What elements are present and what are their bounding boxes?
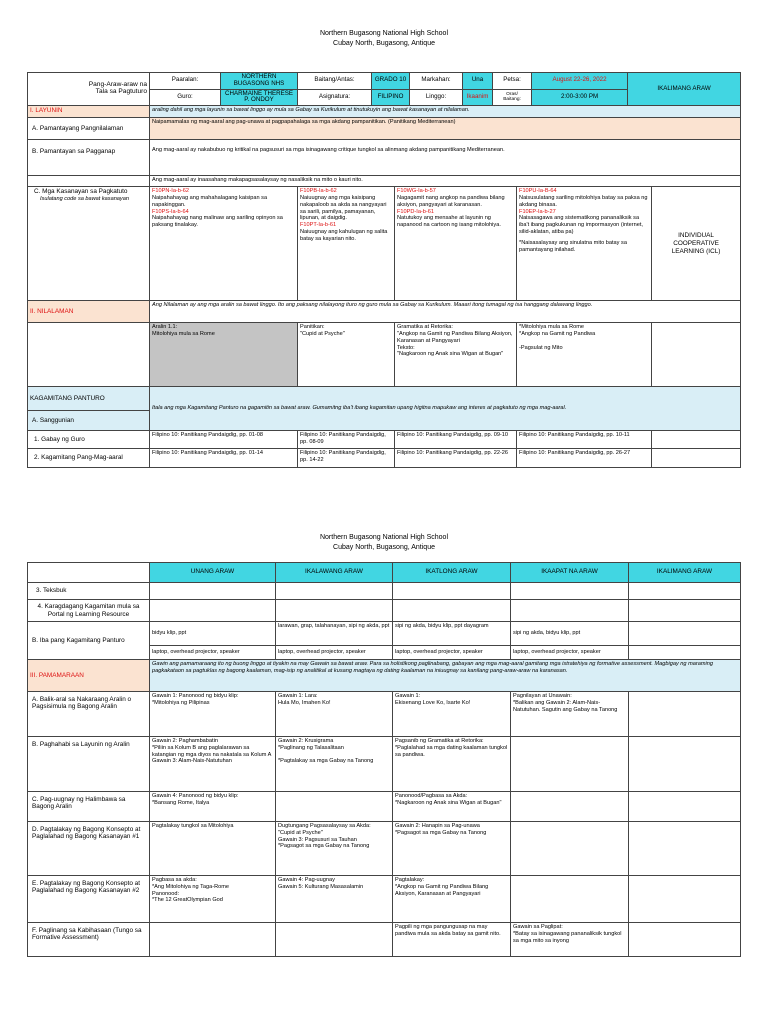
empty-cell [276, 583, 393, 600]
kasanayan-label: C. Mga Kasanayan sa Pagkatuto [34, 188, 128, 196]
k1-code2: F10PS-Ia-b-64 [152, 208, 189, 215]
dll-title: Pang-Araw-araw na Tala sa Pagtuturo [28, 73, 150, 106]
empty-cell [511, 792, 629, 822]
k3-text2: Natutukoy ang mensahe at layunin ng napanood na cartoon ng isang mitolohiya. [397, 215, 501, 229]
row-e-label: E. Pagtalakay ng Bagong Konsepto at Paglalahad ng Bagong Kasanayan #2 [28, 876, 150, 923]
row-c-label: C. Pag-uugnay ng Halimbawa sa Bagong Aralin [28, 792, 150, 822]
empty-cell [28, 563, 150, 583]
layunin-text: araling dahil ang mga layunin sa bawat linggo ay mula sa Gabay sa Kurikulum at tinutukuyin ang bawat kasanayan at nilalaman. [150, 106, 741, 118]
k2-code1: F10PB-Ia-b-62 [300, 188, 337, 195]
row-d-day3: Gawain 2: Hanapin sa Pag-unawa *Pagsagot sa mga Gabay na Tanong [393, 822, 511, 876]
empty-cell [511, 876, 629, 923]
guro-value: CHARMAINE THERESE P. ONDOY [221, 89, 298, 106]
day5-header: IKALIMANG ARAW [628, 73, 741, 106]
empty-cell [629, 622, 741, 646]
empty-cell [629, 583, 741, 600]
k1-text2: Naipahahayag nang malinaw ang sariling opinyon sa paksang tinalakay. [152, 215, 283, 229]
row-e-day3: Pagtalakay: *Angkop na Gamit ng Pandiwa Bilang Aksiyon, Karanasan at Pangyayari [393, 876, 511, 923]
empty-cell [276, 600, 393, 622]
empty-cell [511, 583, 629, 600]
row-d-day2: Dugtungang Pagsasalaysay sa Akda: "Cupid at Psyche" Gawain 3: Pagsusuri sa Tauhan *Pagsagot sa mga Gabay na Tanong [276, 822, 393, 876]
school-address: Cubay North, Bugasong, Antique [333, 544, 435, 551]
k4-text1: Naisusulatang sariling mitolohiya batay sa paksa ng akdang binasa. [519, 194, 648, 208]
iba2-day3: laptop, overhead projector, speaker [393, 646, 511, 660]
iba2-day2: laptop, overhead projector, speaker [276, 646, 393, 660]
k3-code2: F10PD-Ia-b-61 [397, 208, 434, 215]
pamamaraan-label: III. PAMAMARAAN [28, 660, 150, 692]
nilalaman-day2: Panitikan: "Cupid at Psyche" [298, 323, 395, 387]
empty-cell [150, 923, 276, 957]
iba2-day1: laptop, overhead projector, speaker [150, 646, 276, 660]
row-f-day4: Gawain sa Paglipat: *Batay sa isinagawang pananaliksik tungkol sa mga mito sa inyong [511, 923, 629, 957]
empty-cell [150, 583, 276, 600]
empty-cell [511, 822, 629, 876]
row-a-day4: Pagnilayan at Unawain: *Balikan ang Gawain 2: Alam-Nais-Natutuhan. Sagutin ang Gabay na Tanong [511, 692, 629, 737]
kasanayan-sub: Isulatang code sa bawat kasanayan [40, 195, 129, 202]
empty-cell [276, 923, 393, 957]
k1-code1: F10PN-Ia-b-62 [152, 188, 189, 195]
day-header-5: IKALIMANG ARAW [629, 563, 741, 583]
k4-text3: *Naisasalaysay ang sinulatna mito batay sa pamantayang inilahad. [519, 239, 627, 253]
empty-cell [629, 822, 741, 876]
markahan-label: Markahan: [410, 73, 463, 90]
iba2-day4: laptop, overhead projector, speaker [511, 646, 629, 660]
empty-cell [28, 323, 150, 387]
empty-cell [393, 600, 511, 622]
gabay-day3: Filipino 10: Panitikang Pandaigdig, pp. 09-10 [395, 431, 517, 449]
day-header-3: IKATLONG ARAW [393, 563, 511, 583]
dll-table-page1 [27, 72, 741, 468]
kagamitan-label: KAGAMITANG PANTURO [28, 387, 150, 411]
empty-cell [652, 449, 741, 468]
nilalaman-day3: Gramatika at Retorika: "Angkop na Gamit ng Pandiwa Bilang Aksiyon, Karanasan at Pangyayari Teksto: "Nagkaroon ng Anak sina Wigan at Bugan" [395, 323, 517, 387]
kagamitan-text: Itala ang mga Kagamitang Panturo na gagamitin sa bawat araw. Gumamitng iba't ibang kagamitan upang higitna mapukaw ang interes at pagkatuto ng mga mag-aaral. [150, 387, 741, 431]
row-d-label: D. Pagtalakay ng Bagong Konsepto at Paglalahad ng Bagong Kasanayan #1 [28, 822, 150, 876]
kasanayan-day1 [150, 187, 298, 301]
school-header-2 [0, 533, 768, 553]
row-a-day2: Gawain 1: Lara: Hula Mo, Imahen Ko! [276, 692, 393, 737]
kmag-day1: Filipino 10: Panitikang Pandaigdig, pp. 01-14 [150, 449, 298, 468]
gabay-day2: Filipino 10: Panitikang Pandaigdig, pp. 08-09 [298, 431, 395, 449]
iba1-day1: bidyu klip, ppt [150, 622, 276, 646]
empty-cell [28, 176, 150, 187]
iba1-day3: sipi ng akda, bidyu klip, ppt dayagram [393, 622, 511, 646]
empty-cell [393, 583, 511, 600]
kmag-label: 2. Kagamitang Pang-Mag-aaral [28, 449, 150, 468]
k2-text1: Naiuugnay ang mga kaisipang nakapaloob sa akda sa nangyayari sa sarili, pamilya, pamayanan, lipunan, at daigdig. [300, 194, 387, 222]
linggo-value: Ikaanim [463, 89, 493, 106]
iba1-day2: larawan, grap, talahanayan, sipi ng akda, ppt [276, 622, 393, 646]
row-a-label: A. Balik-aral sa Nakaraang Aralin o Pagsisimula ng Bagong Aralin [28, 692, 150, 737]
layunin-label: I. LAYUNIN [28, 106, 150, 118]
empty-cell [629, 600, 741, 622]
iba1-day4: sipi ng akda, bidyu klip, ppt [511, 622, 629, 646]
empty-cell [629, 923, 741, 957]
nilalaman-text: Ang Nilalaman ay ang mga aralin sa bawat linggo. Ito ang paksang nilalayong ituro ng guro mula sa Gabay sa Kurikulum. Maaari itong tumagal ng isa hanggang dalawang linggo. [150, 301, 741, 323]
pamamaraan-text: Gawin ang pamamaraang ito ng buong linggo at tiyakin na may Gawain sa bawat araw. Para sa holistikong paglinabang, gabayan ang mga mag-aaral gamitang mga istratehiya ng formative assessment. Magbigay ng maraming pagkakataon sa pagtuklas ng bagong kaalaman, mag-isip ng analitikal at kusang magtaya ng dating kaalaman na iniuugnay sa kanilang pang-araw-araw na karanasan. [150, 660, 741, 692]
school-name: Northern Bugasong National High School [319, 534, 449, 541]
kasanayan-day2 [298, 187, 395, 301]
nilalaman-day1: Aralin 1.1: Mitolohiya mula sa Rome [150, 323, 298, 387]
linggo-label: Linggo: [410, 89, 463, 106]
paaralan-label: Paaralan: [150, 73, 221, 90]
pamantayan-label: A. Pamantayang Pangnilalaman [28, 118, 150, 140]
karagdagang-label: 4. Karagdagang Kagamitan mula sa Portal ng Learning Resource [28, 600, 150, 622]
pagganap-text: Ang mag-aaral ay nakabubuo ng kritikal na pagsusuri sa mga isinagawang critique tungkol sa alinmang akdang pampanitikang Mediterranean. [152, 147, 505, 154]
baitang-value: GRADO 10 [372, 73, 410, 90]
petsa-label: Petsa: [493, 73, 532, 90]
row-d-day1: Pagtalakay tungkol sa Mitolohiya [150, 822, 276, 876]
empty-cell [652, 431, 741, 449]
row-c-day3: Panonood/Pagbasa sa Akda: *Nagkaroon ng Anak sina Wigan at Bugan" [393, 792, 511, 822]
empty-cell [629, 792, 741, 822]
teksbuk-label: 3. Teksbuk [28, 583, 150, 600]
k4-code2: F10EP-Ia-b-27 [519, 208, 556, 215]
k2-text2: Naiuugnay ang kahulugan ng salita batay sa kayarian nito. [300, 228, 388, 242]
row-a-day3: Gawain 1: Ekisenang Love Ko, Isarte Ko! [393, 692, 511, 737]
row-f-label: F. Paglinang sa Kabihasaan (Tungo sa Formative Assessment) [28, 923, 150, 957]
empty-cell [629, 692, 741, 737]
day-header-1: UNANG ARAW [150, 563, 276, 583]
empty-cell [629, 737, 741, 792]
row-b-label: B. Paghahabi sa Layunin ng Aralin [28, 737, 150, 792]
asignatura-value: FILIPINO [372, 89, 410, 106]
icl-label: INDIVIDUAL COOPERATIVE LEARNING (ICL) [652, 187, 741, 301]
oras-label: Oras/ Baitang: [493, 89, 532, 106]
iba-label: B. Iba pang Kagamitang Panturo [28, 622, 150, 660]
sanggunian-label: A. Sanggunian [28, 411, 150, 431]
row-e-day1: Pagbasa sa akda: *Ang Mitolohiya ng Taga-Rome Panonood: *The 12 GreatOlympian God [150, 876, 276, 923]
k3-code1: F10WG-Ia-b-57 [397, 188, 436, 195]
empty-cell [276, 792, 393, 822]
row-a-day1: Gawain 1: Panonood ng bidyu klip: *Mitolohiya ng Pilipinas [150, 692, 276, 737]
school-name: Northern Bugasong National High School [319, 30, 449, 37]
day-header-2: IKALAWANG ARAW [276, 563, 393, 583]
row-b-day1: Gawain 2: Paghambabatin *Piliin sa Kolum B ang paglalarawan sa katangian ng mga diyos na nakatala sa Kolum A Gawain 3: Alam-Nais-Natutuhan [150, 737, 276, 792]
kmag-day2: Filipino 10: Panitikang Pandaigdig, pp. 14-22 [298, 449, 395, 468]
empty-cell [629, 646, 741, 660]
pagganap-label: B. Pamantayan sa Pagganap [28, 140, 150, 176]
dll-table-page2 [27, 562, 741, 957]
gabay-day4: Filipino 10: Panitikang Pandaigdig, pp. 10-11 [517, 431, 652, 449]
row-c-day1: Gawain 4: Panonood ng bidyu klip: *Bansang Rome, Italya [150, 792, 276, 822]
row-f-day3: Pagpili ng mga pangungusap na may pandiwa mula sa akda batay sa gamit nito. [393, 923, 511, 957]
row-e-day2: Gawain 4: Pag-uugnay Gawain 5: Kulturang Masasalamin [276, 876, 393, 923]
gabay-day1: Filipino 10: Panitikang Pandaigdig, pp. 01-08 [150, 431, 298, 449]
baitang-label: Baitang/Antas: [298, 73, 372, 90]
paaralan-value: NORTHERN BUGASONG NHS [221, 73, 298, 90]
nilalaman-label: II. NILALAMAN [28, 301, 150, 323]
k1-text1: Naipahahayag ang mahahalagang kaisipan sa napakinggan. [152, 194, 268, 208]
k4-code1: F10PU-Ia-B-64 [519, 188, 557, 195]
gabay-label: 1. Gabay ng Guro [28, 431, 150, 449]
kmag-day3: Filipino 10: Panitikang Pandaigdig, pp. 22-26 [395, 449, 517, 468]
guro-label: Guro: [150, 89, 221, 106]
day-header-4: IKAAPAT NA ARAW [511, 563, 629, 583]
pamantayan-text: Naipamamalas ng mag-aaral ang pag-unawa at pagpapahalaga sa mga akdang pampanitikan. (Panitikang Mediterranean) [150, 118, 741, 140]
school-address: Cubay North, Bugasong, Antique [333, 40, 435, 47]
kasanayan-day4 [517, 187, 652, 301]
oras-value: 2:00-3:00 PM [532, 89, 628, 106]
k4-text2: Naisasagawa ang sistematikong pananaliksik sa iba't ibang pagkukunan ng impormasyon (internet, silid-aklatan, atiba pa) [519, 215, 643, 235]
asignatura-label: Asignatura: [298, 89, 372, 106]
pagganap-cell [150, 140, 741, 176]
empty-cell [629, 876, 741, 923]
markahan-value: Una [463, 73, 493, 90]
empty-cell [511, 600, 629, 622]
empty-cell [652, 323, 741, 387]
row-b-day2: Gawain 2: Krusigrama *Paglinang ng Talasalitaan *Pagtalakay sa mga Gabay na Tanong [276, 737, 393, 792]
petsa-value: August 22-26, 2022 [532, 73, 628, 90]
k2-code2: F10PT-Ia-b-61 [300, 222, 337, 229]
kasanayan-cell [28, 187, 150, 301]
row-b-day3: Pagsanib ng Gramatika at Retorika: *Paglalahad sa mga dating kaalaman tungkol sa pandiwa. [393, 737, 511, 792]
kasanayan-day3 [395, 187, 517, 301]
empty-cell [150, 600, 276, 622]
nilalaman-day4: *Mitolohiya mula sa Rome *Angkop na Gamit ng Pandiwa -Pagsulat ng Mito [517, 323, 652, 387]
kmag-day4: Filipino 10: Panitikang Pandaigdig, pp. 26-27 [517, 449, 652, 468]
pagganap-text2: Ang mag-aaral ay inaasahang makapagsasalaysay ng nasaliksik na mito o kauri nito. [150, 176, 741, 187]
school-header-1 [0, 29, 768, 49]
k3-text1: Nagagamit nang angkop na pandiwa bilang aksiyon, pangyayari at karanasan. [397, 194, 505, 208]
empty-cell [511, 737, 629, 792]
